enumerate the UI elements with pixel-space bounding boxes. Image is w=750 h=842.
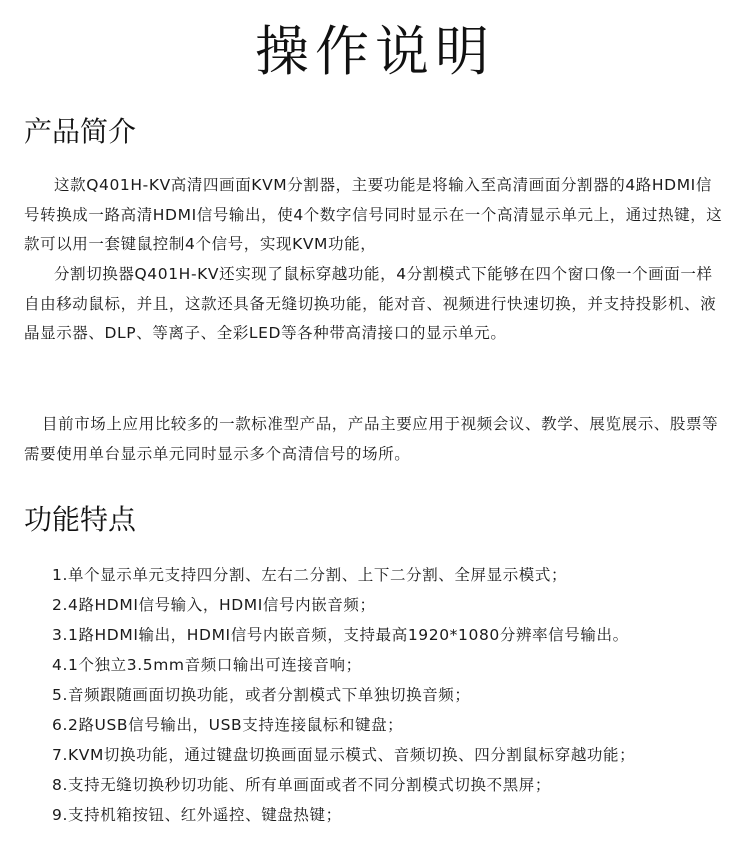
feature-item-3: 3.1路HDMI输出，HDMI信号内嵌音频，支持最高1920*1080分辨率信号输出。 [52,626,629,644]
feature-item-8: 8.支持无缝切换秒切功能、所有单画面或者不同分割模式切换不黑屏； [52,776,551,794]
feature-item-1: 1.单个显示单元支持四分割、左右二分割、上下二分割、全屏显示模式； [52,566,568,584]
feature-item-5: 5.音频跟随画面切换功能，或者分割模式下单独切换音频； [52,686,471,704]
section-heading-features: 功能特点 [24,503,137,536]
intro-paragraph-3: 目前市场上应用比较多的一款标准型产品，产品主要应用于视频会议、教学、展览展示、股票等需要使用单台显示单元同时显示多个高清信号的场所。 [24,415,719,463]
feature-list [52,560,742,830]
page-title: 操作说明 [255,20,495,83]
intro-paragraph-2: 分割切换器Q401H-KV还实现了鼠标穿越功能，4分割模式下能够在四个窗口像一个画面一样自由移动鼠标，并且，这款还具备无缝切换功能，能对音、视频进行快速切换，并支持投影机、液晶显示器、DLP、等离子、全彩LED等各种带高清接口的显示单元。 [24,265,717,343]
feature-item-6: 6.2路USB信号输出，USB支持连接鼠标和键盘； [52,716,404,734]
feature-item-7: 7.KVM切换功能，通过键盘切换画面显示模式、音频切换、四分割鼠标穿越功能； [52,746,636,764]
feature-item-4: 4.1个独立3.5mm音频口输出可连接音响； [52,656,362,674]
feature-item-9: 9.支持机箱按钮、红外遥控、键盘热键； [52,806,342,824]
intro-paragraph-1: 这款Q401H-KV高清四画面KVM分割器，主要功能是将输入至高清画面分割器的4路HDMI信号转换成一路高清HDMI信号输出，使4个数字信号同时显示在一个高清显示单元上，通过热键，这款可以用一套键鼠控制4个信号，实现KVM功能， [24,176,723,254]
feature-item-2: 2.4路HDMI信号输入，HDMI信号内嵌音频； [52,596,376,614]
section-heading-intro: 产品简介 [24,115,137,148]
